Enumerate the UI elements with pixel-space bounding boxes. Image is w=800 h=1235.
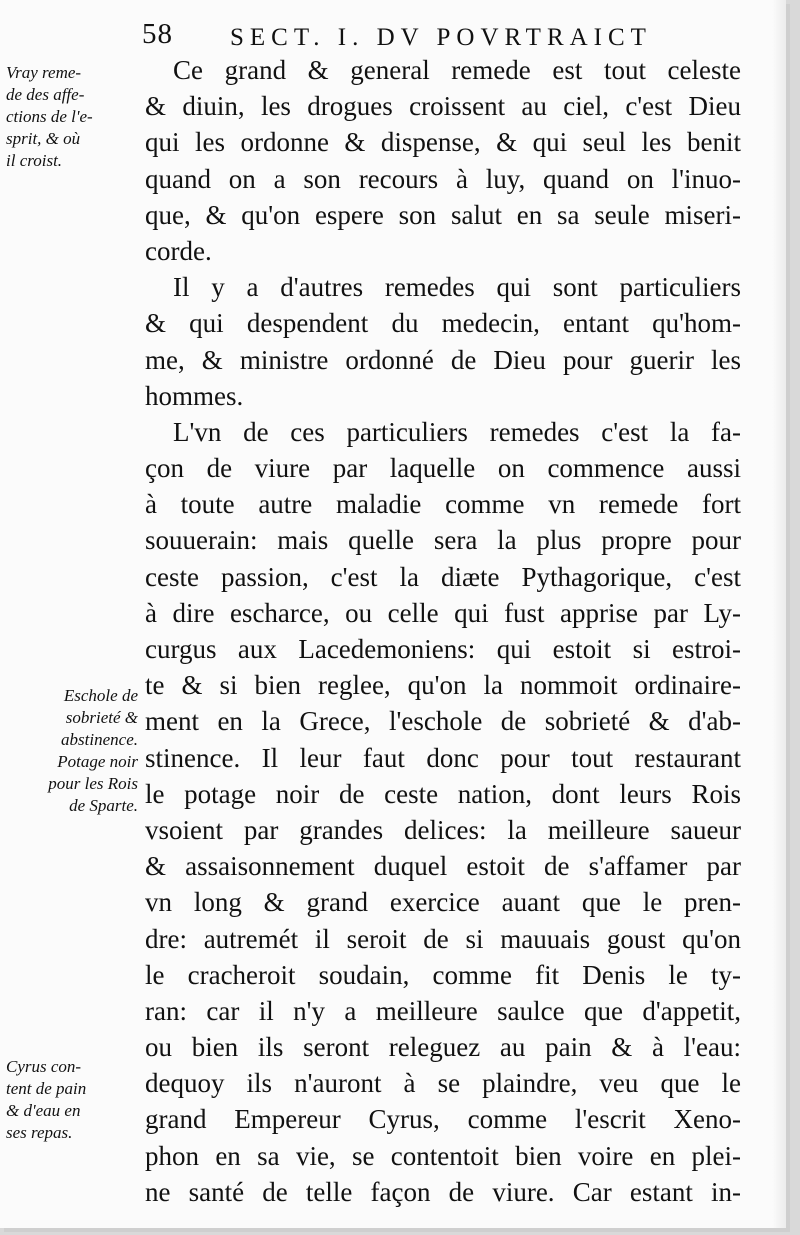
body-line: à dire escharce, ou celle qui fust apprise par Ly- (145, 597, 741, 628)
body-line: quand on a son recours à luy, quand on l'inuo- (145, 163, 741, 194)
margin-note-line: tent de pain (6, 1079, 87, 1098)
body-line: vn long & grand exercice auant que le pren- (145, 887, 741, 918)
page-number: 58 (142, 18, 173, 50)
margin-note-line: abstinence. (61, 730, 138, 749)
body-line: & assaisonnement duquel estoit de s'affamer par (145, 851, 741, 882)
margin-note-line: Vray reme- (6, 63, 82, 82)
body-line: me, & ministre ordonné de Dieu pour guerir les (145, 344, 741, 375)
margin-note-line: il croist. (6, 151, 63, 170)
body-line: ne santé de telle façon de viure. Car estant in- (145, 1176, 741, 1207)
body-text (145, 52, 741, 1210)
body-line: corde. (145, 235, 212, 266)
body-line: le cracheroit soudain, comme fit Denis le ty- (145, 959, 741, 990)
body-line: ran: car il n'y a meilleure saulce que d'appetit, (145, 995, 741, 1026)
body-line: que, & qu'on espere son salut en sa seule miseri- (145, 199, 741, 230)
margin-note-line: Eschole de (63, 686, 138, 705)
body-line: Il y a d'autres remedes qui sont particuliers (173, 272, 741, 303)
body-line: L'vn de ces particuliers remedes c'est la fa- (173, 416, 741, 447)
body-line: ou bien ils seront releguez au pain & à l'eau: (145, 1032, 741, 1063)
body-line: vsoient par grandes delices: la meilleure saueur (145, 814, 741, 845)
body-line: curgus aux Lacedemoniens: qui estoit si estroi- (145, 634, 741, 664)
margin-note-line: de des affe- (6, 85, 85, 104)
running-head: SECT. I. DV POVRTRAICT (230, 24, 652, 51)
body-line: & qui despendent du medecin, entant qu'hom- (145, 308, 741, 339)
margin-note-cyrus (6, 1056, 144, 1144)
margin-note-line: de Sparte. (69, 796, 138, 815)
body-line: ceste passion, c'est la diæte Pythagorique, c'est (145, 561, 741, 592)
margin-note-line: sobrieté & (65, 708, 138, 727)
body-line: à toute autre maladie comme vn remede fort (145, 489, 741, 520)
body-line: qui les ordonne & dispense, & qui seul les benit (145, 127, 741, 158)
body-line: dequoy ils n'auront à se plaindre, veu que le (145, 1068, 741, 1099)
margin-note-vray-remede (6, 62, 144, 172)
margin-note-eschole (6, 685, 138, 817)
body-line: hommes. (145, 380, 244, 411)
body-line: dre: autremét il seroit de si mauuais goust qu'on (145, 923, 741, 954)
margin-note-line: ses repas. (6, 1123, 73, 1142)
body-line: te & si bien reglee, qu'on la nommoit ordinaire- (145, 670, 741, 701)
margin-note-line: Potage noir (57, 752, 138, 771)
margin-note-line: sprit, & où (6, 129, 81, 148)
margin-note-line: pour les Rois (48, 774, 138, 793)
body-line: Ce grand & general remede est tout celeste (173, 55, 741, 85)
margin-note-line: ctions de l'e- (6, 107, 93, 126)
page-header (142, 18, 742, 54)
body-line: & diuin, les drogues croissent au ciel, c'est Dieu (145, 91, 741, 122)
body-line: grand Empereur Cyrus, comme l'escrit Xeno- (145, 1104, 741, 1135)
margin-note-line: Cyrus con- (6, 1057, 82, 1076)
body-line: stinence. Il leur faut donc pour tout restaurant (145, 742, 741, 773)
body-line: le potage noir de ceste nation, dont leurs Rois (145, 778, 741, 809)
body-line: phon en sa vie, se contentoit bien voire en plei- (145, 1140, 741, 1171)
body-line: souuerain: mais quelle sera la plus propre pour (145, 525, 741, 556)
body-line: çon de viure par laquelle on commence aussi (145, 453, 741, 484)
margin-note-line: & d'eau en (6, 1101, 81, 1120)
body-line: ment en la Grece, l'eschole de sobrieté & d'ab- (145, 706, 741, 737)
